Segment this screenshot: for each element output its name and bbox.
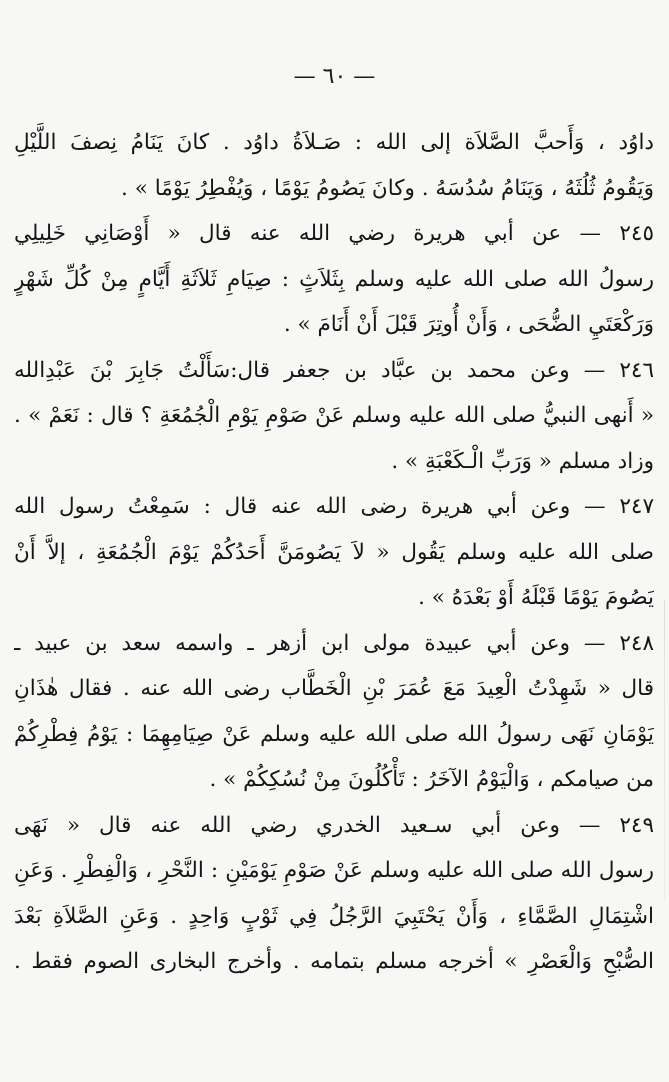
hadith-247-heading-line: ٢٤٧ — وعن أبي هريرة رضى الله عنه قال : سَمِعْتُ رسول الله [14, 494, 654, 519]
text-line: وزاد مسلم « وَرَبِّ الْـكَعْبَةِ » . [391, 448, 654, 474]
page-edge-shadow [664, 600, 665, 900]
hadith-text-block [14, 120, 654, 985]
text-line: يَوْمَانِ نَهَى رسولُ الله صلى الله عليه وسلم عَنْ صِيَامِهِمَا : يَوْمُ فِطْرِكُمْ [14, 721, 654, 747]
hadith-245-heading-line: ٢٤٥ — عن أبي هريرة رضي الله عنه قال « أَوْصَانِي خَلِيلِي [14, 221, 654, 246]
text-line: من صيامكم ، وَالْيَوْمُ الآخَرُ : تَأْكُلُونَ مِنْ نُسُكِكُمْ » . [209, 767, 654, 792]
text-line: داوُد ، وَأَحبَّ الصَّلاَة إلى الله : صَـلاَةُ داوُد . كانَ يَنَامُ نِصفَ اللَّيْلِ [14, 130, 654, 155]
hadith-248-heading-line: ٢٤٨ — وعن أبي عبيدة مولى ابن أزهر ـ واسمه سعد بن عبيد ـ [14, 630, 654, 656]
text-line: اشْتِمَالِ الصَّمَّاءِ ، وَأَنْ يَحْتَبِيَ الرَّجُلُ فِي ثَوْبٍ وَاحِدٍ . وَعَنِ الصَّلاَةِ بَعْدَ [14, 903, 654, 929]
text-line: رسولُ الله صلى الله عليه وسلم بِثَلاَثٍ : صِيَامِ ثَلاَثَةِ أَيَّامٍ مِنْ كُلِّ شَهْرٍ [14, 266, 654, 292]
text-line: رسول الله صلى الله عليه وسلم عَنْ صَوْمِ يَوْمَيْنِ : النَّحْرِ ، وَالْفِطْرِ . وَعَنِ [14, 858, 654, 883]
text-line: وَيَقُومُ ثُلُثَهُ ، وَيَنَامُ سُدُسَهُ . وكانَ يَصُومُ يَوْمًا ، وَيُفْطِرُ يَوْمًا » . [121, 175, 654, 201]
hadith-246-heading-line: ٢٤٦ — وعن محمد بن عبَّاد بن جعفر قال:سَأَلْتُ جَابِرَ بْنَ عَبْدِالله [14, 357, 654, 383]
hadith-249-heading-line: ٢٤٩ — وعن أبي سـعيد الخدري رضي الله عنه قال « نَهَى [14, 812, 654, 838]
text-line: يَصُومَ يَوْمًا قَبْلَهُ أَوْ بَعْدَهُ » . [418, 585, 654, 610]
page-number: — ٦٠ — [293, 64, 376, 89]
text-line: « أَنهى النبيُّ صلى الله عليه وسلم عَنْ صَوْمِ يَوْمِ الْجُمُعَةِ ؟ قال : نَعَمْ » . [14, 403, 654, 428]
text-line: صلى الله عليه وسلم يَقُول « لاَ يَصُومَنَّ أَحَدُكُمْ يَوْمَ الْجُمُعَةِ ، إلاَّ أَنْ [14, 539, 654, 565]
text-line: الصُّبْحِ وَالْعَصْرِ » أخرجه مسلم بتمامه . وأخرج البخارى الصوم فقط . [14, 949, 654, 974]
text-line: قال « شَهِدْتُ الْعِيدَ مَعَ عُمَرَ بْنِ الْخَطَّاب رضى الله عنه . فقال هٰذَانِ [14, 676, 654, 701]
text-line: وَرَكْعَتَيِ الضُّحَى ، وَأَنْ أُوتِرَ قَبْلَ أَنْ أَنَامَ » . [283, 312, 654, 337]
